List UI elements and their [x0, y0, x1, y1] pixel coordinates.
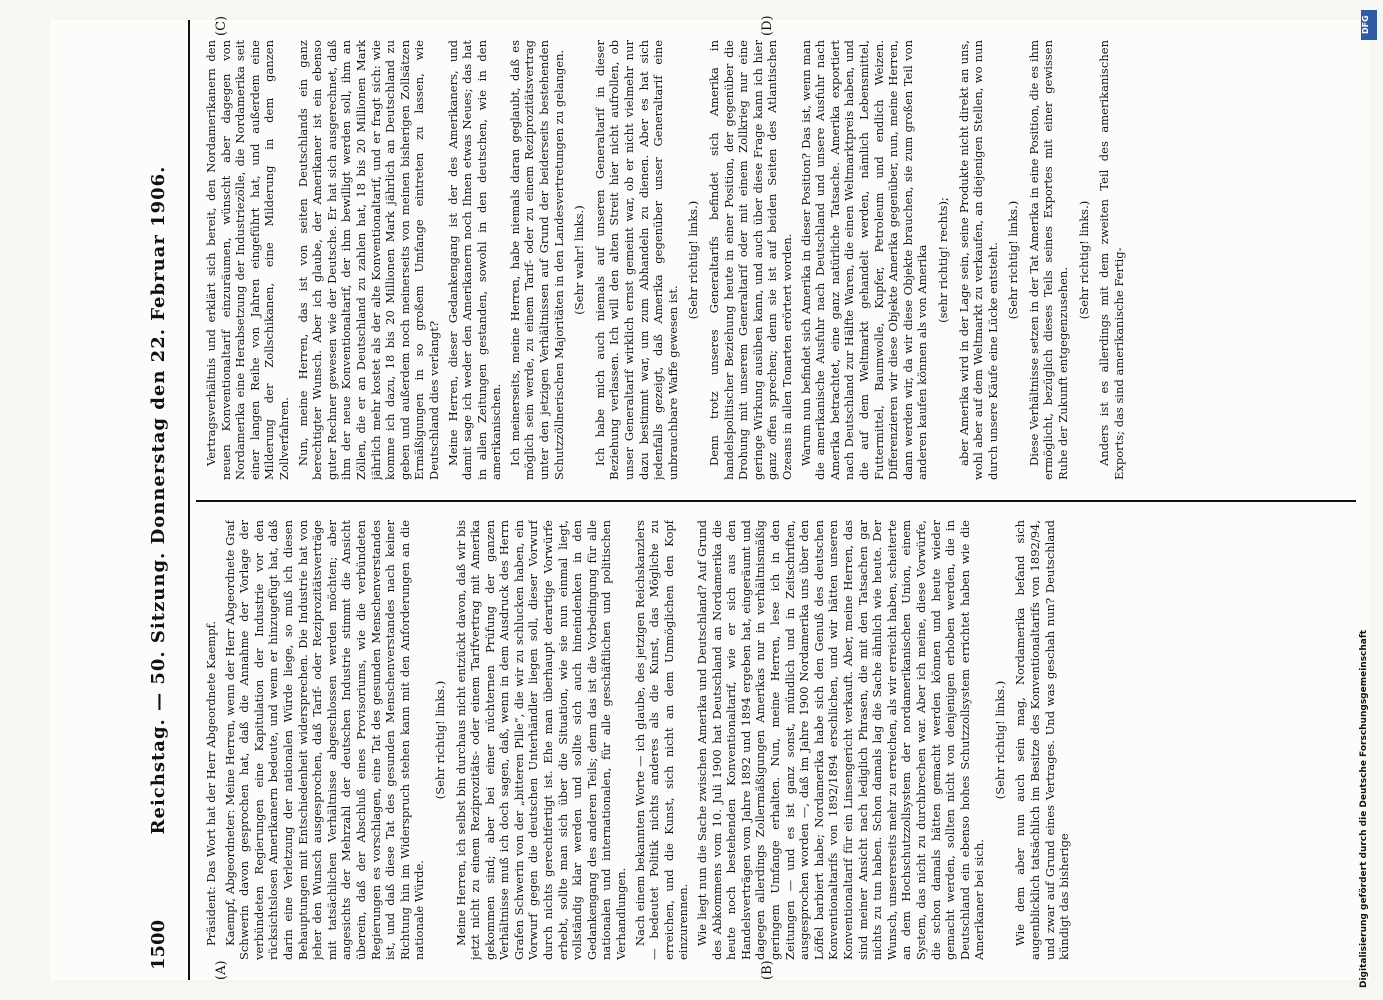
interjection: (Sehr richtig! links.) [1006, 200, 1021, 320]
interjection: (Sehr richtig! links.) [992, 680, 1007, 800]
page-header [140, 20, 190, 980]
interjection: (sehr richtig! rechts); [935, 197, 950, 323]
paragraph: Ich habe mich auch niemals auf unseren Generaltarif in dieser Beziehung verlassen. Ich will den alten Streit hier nicht aufrollen, ob unser Generaltarif wirklich ernst gemeint war, ob er nicht vielmehr nur dazu bestimmt war, um zum Abhandeln zu dienen. Aber es hat sich jedenfalls gezeigt, daß Amerika gegenüber unser Generaltarif eine unbrauchbare Waffe gewesen ist. [592, 40, 680, 480]
document-page [50, 15, 1370, 980]
dfg-logo: DFG [1361, 10, 1377, 40]
margin-mark-c: (C) [214, 15, 229, 36]
interjection: (Sehr wahr! links.) [572, 205, 587, 315]
interjection: (Sehr richtig! links.) [432, 680, 447, 800]
paragraph: aber Amerika wird in der Lage sein, seine Produkte nicht direkt an uns, wohl aber auf dem Weltmarkt zu verkaufen, an diejenigen Stellen, wo nun durch unsere Käufe eine Lücke entsteht. [956, 40, 1000, 480]
left-column [204, 520, 1344, 960]
paragraph: Vertragsverhältnis und erklärt sich bereit, den Nordamerikanern den neuen Konventionaltarif einzuräumen, wünscht aber dagegen von Nordamerika eine Herabsetzung der Industriezölle, die Nordamerika seit einer langen Reihe von Jahren eingeführt hat, und außerdem eine Milderung der Zollschikanen, eine Milderung in dem ganzen Zollverfahren. [204, 40, 291, 480]
paragraph: Wie liegt nun die Sache zwischen Amerika und Deutschland? Auf Grund des Abkommens vom 10. Juli 1900 hat Deutschland an Nordamerika die heute noch bestehenden Konventionaltarif, wie er sich aus den Handelsverträgen vom Jahre 1892 und 1894 ergeben hat, eingeräumt und dagegen allerdings Zollermäßigungen Amerikas nur in verhältnismäßig geringem Umfange erhalten. Nun, meine Herren, lese ich in den Zeitungen — und es ist ganz sonst, mündlich und in Zeitschriften, ausgesprochen worden —, daß im Jahre 1900 Nordamerika uns über den Löffel barbiert habe; Nordamerika habe sich den Genuß des deutschen Konventionaltarifs von 1892/1894 erschlichen, und wir hätten unseren Konventionaltarif für ein Linsengericht verkauft. Aber, meine Herren, das sind meiner Ansicht nach lediglich Phrasen, die mit den Tatsachen gar nichts zu tun haben. Schon damals lag die Sache ähnlich wie heute. Der Wunsch, unsererseits mehr zu erreichen, als wir erreicht haben, scheiterte an dem Hochschutzzollsystem der nordamerikanischen Union, einem System, das nicht zu durchbrechen war. Aber ich meine, diese Vorwürfe, die schon damals hätten gemacht werden können und heute wieder gemacht werden, sollten nicht von denjenigen erhoben werden, die in Deutschland ein ebenso hohes Schutzzollsystem errichtet haben wie die Amerikaner bei sich. [695, 520, 987, 960]
page-title: Reichstag. — 50. Sitzung. Donnerstag den 22. Februar 1906. [148, 165, 169, 835]
right-column [204, 40, 1344, 480]
paragraph: Kaempf, Abgeordneter: Meine Herren, wenn der Herr Abgeordnete Graf Schwerin davon gesprochen hat, daß die Annahme der Vorlage der verbündeten Regierungen eine Kapitulation der Industrie vor den rücksichtslosen Amerikanern bedeute, und wenn er hinzugefügt hat, daß darin eine Verletzung der nationalen Würde liege, so muß ich diesen Behauptungen mit Entschiedenheit widersprechen. Die Industrie hat von jeher den Wunsch ausgesprochen, daß Tarif- oder Reziprozitätsverträge mit tatsächlichen Verhältnisse abgeschlossen werden möchten; aber angesichts der Mehrzahl der deutschen Industrie stimmt die Ansicht überein, daß der Abschluß eines Provisoriums, wie die verbündeten Regierungen es vorschlagen, eine Tat des gesunden Menschenverstandes ist, und daß diese Tat des gesunden Menschenverstandes nach keiner Richtung hin im Widerspruch stehen kann mit den Anforderungen an die nationale Würde. [222, 520, 427, 960]
paragraph: Ich meinerseits, meine Herren, habe niemals daran geglaubt, daß es möglich sein werde, zu einem Tarif- oder zu einem Reziprozitätsvertrag unter den jetzigen Verhältnissen auf Grund der beiderseits bestehenden Schutzzöllnerischen Majoritäten in den Landesvertretungen zu gelangen. [507, 40, 566, 480]
paragraph: Warum nun befindet sich Amerika in dieser Position? Das ist, wenn man die amerikanische Ausfuhr nach Deutschland und unsere Ausfuhr nach Amerika betrachtet, eine ganz natürliche Tatsache. Amerika exportiert nach Deutschland zur Hälfte Waren, die einen Weltmarktpreis haben, und die auf dem Weltmarkt gehandelt werden, nämlich Lebensmittel, Futtermittel, Baumwolle, Kupfer, Petroleum und endlich Weizen. Differenzieren wir diese Objekte Amerika gegenüber, nun, meine Herren, dann werden wir, da wir diese Objekte brauchen, sie zum großen Teil von anderen kaufen können als von Amerika [798, 40, 930, 480]
paragraph: Anders ist es allerdings mit dem zweiten Teil des amerikanischen Exports; das sind amerikanische Fertig- [1097, 40, 1126, 480]
rotated-page-content [140, 15, 1370, 980]
interjection: (Sehr richtig! links.) [1076, 200, 1091, 320]
paragraph: Meine Herren, ich selbst bin durchaus nicht entzückt davon, daß wir bis jetzt nicht zu einem Reziprozitäts- oder einem Tarifvertrag mit Amerika gekommen sind; aber bei einer nüchternen Prüfung der ganzen Verhältnisse muß ich doch sagen, daß, wenn in dem Ausdruck des Herrn Grafen Schwerin von der „bitteren Pille“, die wir zu schlucken haben, ein Vorwurf gegen die deutschen Unterhändler liegen soll, dieser Vorwurf durch nichts gerechtfertigt ist. Ehe man überhaupt derartige Vorwürfe erhebt, sollte man sich über die Situation, wie sie nun einmal liegt, vollständig klar werden und sollte sich auch hineindenken in den Gedankengang des anderen Teils; denn das ist die Vorbedingung für alle nationalen und internationalen, für alle geschäftlichen und politischen Verhandlungen. [453, 520, 629, 960]
paragraph: Denn trotz unseres Generaltarifs befindet sich Amerika in handelspolitischer Beziehung heute in einer Position, der gegenüber die Drohung mit unserem Generaltarif oder mit einem Zollkrieg nur eine geringe Wirkung ausüben kann, und auch über diese Frage kann ich hier ganz offen sprechen; denn sie ist auf beiden Seiten des Atlantischen Ozeans in allen Tonarten erörtert worden. [707, 40, 794, 480]
paragraph: Nun, meine Herren, das ist von seiten Deutschlands ein ganz berechtigter Wunsch. Aber ich glaube, der Amerikaner ist ein ebenso guter Rechner gewesen wie der Deutsche. Er hat sich ausgerechnet, daß ihm der neue Konventionaltarif, der ihm bewilligt werden soll, ihm an Zöllen, die er an Deutschland zu zahlen hat, 18 bis 20 Millionen Mark jährlich mehr kostet als der alte Konventionaltarif, und er fragt sich: wie komme ich dazu, 18 bis 20 Millionen Mark jährlich an Deutschland zu geben und außerdem noch meinerseits von meinen bisherigen Zollsätzen Ermäßigungen in so großem Umfange eintreten zu lassen, wie Deutschland dies verlangt? [295, 40, 441, 480]
side-credit-strip [1359, 8, 1379, 988]
paragraph: Wie dem aber nun auch sein mag, Nordamerika befand sich augenblicklich tatsächlich im Besitze des Konventionaltarifs von 1892/94, und zwar auf Grund eines Vertrages. Und was geschah nun? Deutschland kündigt das bisherige [1013, 520, 1072, 960]
digitization-credit: Digitalisierung gefördert durch die Deutsche Forschungsgemeinschaft [1359, 629, 1369, 988]
paragraph: Präsident: Das Wort hat der Herr Abgeordnete Kaempf. [204, 620, 218, 946]
margin-mark-b: (B) [760, 960, 775, 980]
margin-mark-d: (D) [760, 15, 775, 36]
margin-mark-a: (A) [214, 960, 229, 980]
interjection: (Sehr richtig! links.) [686, 200, 701, 320]
paragraph: Diese Verhältnisse setzen in der Tat Amerika in eine Position, die es ihm ermöglicht, bezüglich dieses Teils seines Exportes mit einer gewissen Ruhe der Zukunft entgegenzusehen. [1026, 40, 1071, 480]
column-divider [196, 500, 1356, 502]
paragraph: Nach einem bekannten Worte — ich glaube, des jetzigen Reichskanzlers — bedeutet Politik nichts anderes als die Kunst, das Mögliche zu erreichen, und die Kunst, sich nicht an dem Unmöglichen den Kopf einzurennen. [632, 520, 691, 960]
page-number: 1500 [148, 919, 169, 970]
paragraph: Meine Herren, dieser Gedankengang ist der des Amerikaners, und damit sage ich weder den Amerikanern noch Ihnen etwas Neues; das hat in allen Zeitungen gestanden, sowohl in den deutschen, wie in den amerikanischen. [445, 40, 504, 480]
